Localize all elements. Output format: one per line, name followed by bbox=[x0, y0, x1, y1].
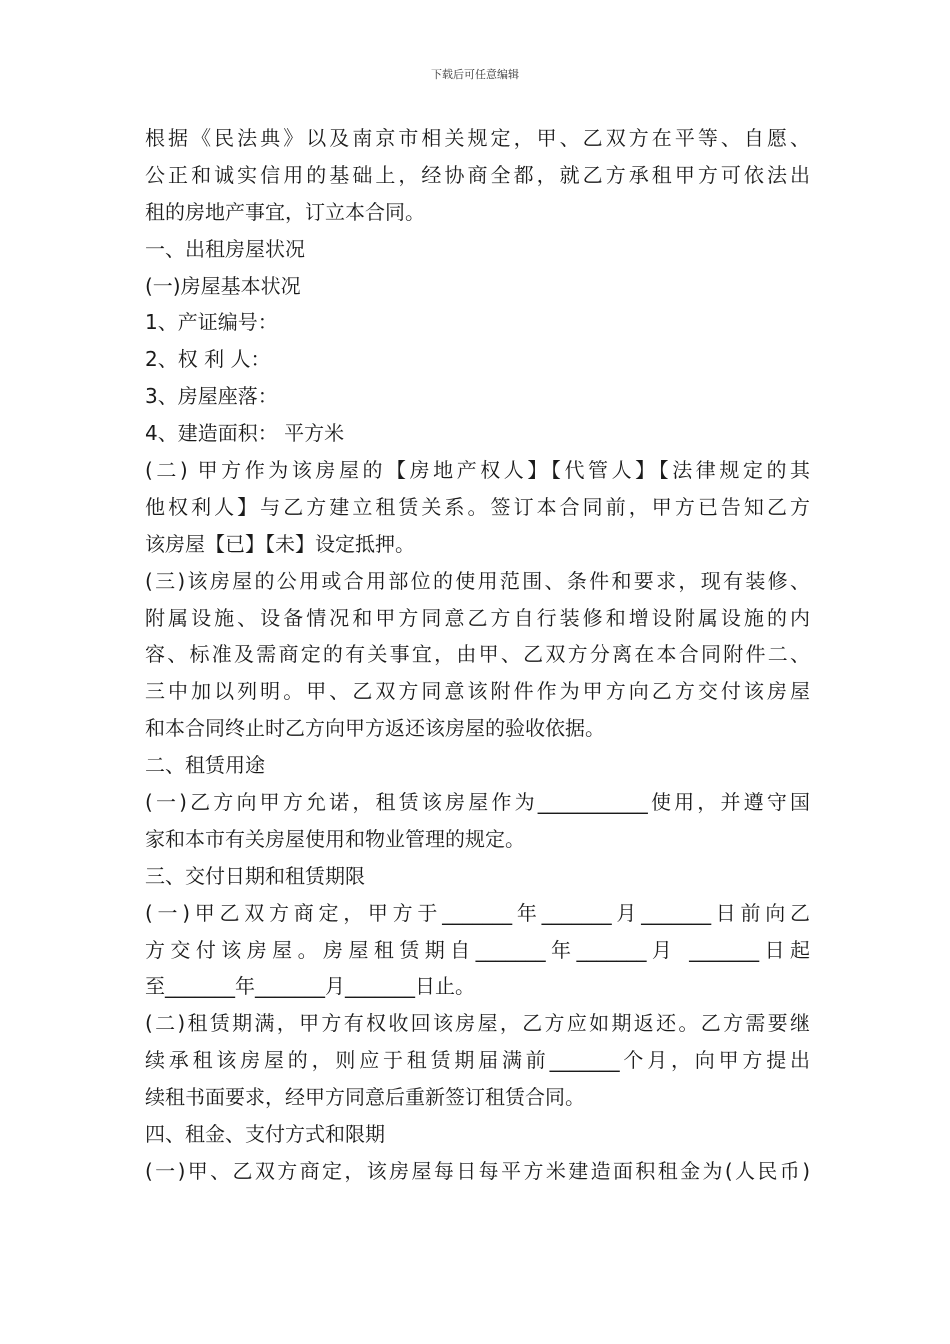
text-line: (一)甲乙双方商定，甲方于_______年_______月_______日前向乙 bbox=[145, 900, 810, 925]
text-line: (二)租赁期满，甲方有权收回该房屋，乙方应如期返还。乙方需要继 bbox=[145, 1011, 810, 1036]
text-line: 附属设施、设备情况和甲方同意乙方自行装修和增设附属设施的内 bbox=[145, 605, 810, 630]
text-line: (三)该房屋的公用或合用部位的使用范围、条件和要求，现有装修、 bbox=[145, 568, 810, 593]
contract-body bbox=[145, 120, 810, 1190]
text-line: 三、交付日期和租赁期限 bbox=[145, 863, 365, 888]
text-line: 他权利人】与乙方建立租赁关系。签订本合同前，甲方已告知乙方 bbox=[145, 494, 810, 519]
text-line: 3、房屋座落： bbox=[145, 384, 278, 409]
text-line: 二、租赁用途 bbox=[145, 753, 265, 778]
text-line: 容、标准及需商定的有关事宜，由甲、乙双方分离在本合同附件二、 bbox=[145, 642, 810, 667]
text-line: (一)甲、乙双方商定，该房屋每日每平方米建造面积租金为(人民币) bbox=[145, 1158, 810, 1183]
text-line: 方交付该房屋。房屋租赁期自_______年_______月 _______日起 bbox=[145, 937, 810, 962]
text-line: 公正和诚实信用的基础上，经协商全都，就乙方承租甲方可依法出 bbox=[145, 162, 810, 187]
text-line: 根据《民法典》以及南京市相关规定，甲、乙双方在平等、自愿、 bbox=[145, 126, 810, 150]
text-line: 4、建造面积： 平方米 bbox=[145, 421, 345, 446]
text-line: 一、出租房屋状况 bbox=[145, 236, 305, 261]
text-line: 租的房地产事宜，订立本合同。 bbox=[145, 199, 425, 224]
text-line: 续承租该房屋的，则应于租赁期届满前_______个月，向甲方提出 bbox=[145, 1048, 810, 1073]
text-line: 和本合同终止时乙方向甲方返还该房屋的验收依据。 bbox=[145, 716, 605, 741]
text-line: 2、权 利 人： bbox=[145, 347, 271, 372]
text-line: 续租书面要求，经甲方同意后重新签订租赁合同。 bbox=[145, 1085, 585, 1110]
page-header: 下载后可任意编辑 bbox=[431, 68, 519, 81]
text-line: (一)房屋基本状况 bbox=[145, 273, 301, 298]
text-line: 1、产证编号： bbox=[145, 310, 278, 335]
text-line: 该房屋【已】【未】设定抵押。 bbox=[145, 531, 415, 556]
text-line: 三中加以列明。甲、乙双方同意该附件作为甲方向乙方交付该房屋 bbox=[145, 679, 810, 704]
text-line: 至_______年_______月_______日止。 bbox=[145, 974, 475, 999]
text-line: (一)乙方向甲方允诺，租赁该房屋作为___________使用，并遵守国 bbox=[145, 790, 810, 815]
text-line: 四、租金、支付方式和限期 bbox=[145, 1122, 385, 1147]
text-line: 家和本市有关房屋使用和物业管理的规定。 bbox=[145, 826, 525, 851]
text-line: (二) 甲方作为该房屋的【房地产权人】【代管人】【法律规定的其 bbox=[145, 458, 810, 483]
